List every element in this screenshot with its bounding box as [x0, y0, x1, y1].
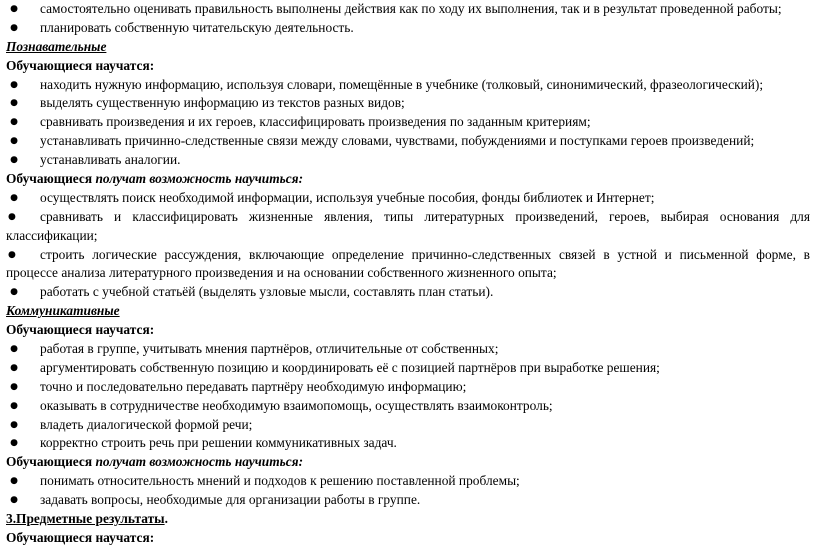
list-item — [6, 283, 810, 302]
list-item-continuation: процессе анализа литературного произведения и на основании собственного жизненного опыта; — [6, 265, 557, 281]
list-item — [6, 113, 810, 132]
list-item-text: владеть диалогической формой речи; — [40, 416, 253, 432]
list-item — [6, 132, 810, 151]
opportunity-label — [6, 170, 810, 189]
list-item — [6, 491, 810, 510]
bullet-icon: ● — [10, 400, 18, 411]
section-heading-communicative: Коммуникативные — [6, 303, 120, 319]
bullet-icon: ● — [8, 249, 16, 260]
list-item-text: самостоятельно оценивать правильность выполнены действия как по ходу их выполнения, так и в результат проведенной работы; — [40, 1, 782, 16]
will-learn-label: Обучающиеся научатся: — [6, 322, 155, 338]
subject-results-suffix: . — [164, 511, 168, 527]
list-item-text: задавать вопросы, необходимые для организации работы в группе. — [40, 492, 421, 508]
list-item — [6, 340, 810, 359]
list-item — [6, 19, 810, 38]
list-item — [6, 151, 810, 170]
list-item-text: устанавливать аналогии. — [40, 152, 181, 168]
list-item-text: устанавливать причинно-следственные связи между словами, чувствами, побуждениями и поступками героев произведений; — [40, 133, 755, 149]
list-item-text: находить нужную информацию, используя словари, помещённые в учебнике (толковый, синонимический, фразеологический); — [40, 76, 764, 92]
list-item — [6, 359, 810, 378]
bullet-icon: ● — [10, 98, 18, 109]
list-item-text: сравнивать произведения и их героев, классифицировать произведения по заданным критериям; — [40, 114, 591, 130]
bullet-icon: ● — [10, 4, 18, 14]
list-item-text: строить логические рассуждения, включающие определение причинно-следственных связей в устной и письменной форме, в — [40, 246, 810, 262]
list-item — [6, 0, 810, 19]
bullet-icon: ● — [10, 79, 18, 90]
opportunity-label — [6, 453, 810, 472]
list-item-text: работать с учебной статьёй (выделять узловые мысли, составлять план статьи). — [40, 284, 494, 300]
list-item — [6, 208, 810, 227]
list-item-text: работая в группе, учитывать мнения партнёров, отличительные от собственных; — [40, 341, 499, 357]
bullet-icon: ● — [10, 192, 18, 203]
bullet-icon: ● — [8, 211, 16, 222]
list-item-text: аргументировать собственную позицию и координировать её с позицией партнёров при выработке решения; — [40, 359, 660, 375]
list-item — [6, 472, 810, 491]
opportunity-label-rest: получат возможность научиться: — [92, 454, 304, 470]
bullet-icon: ● — [10, 287, 18, 298]
list-item — [6, 246, 810, 265]
bullet-icon: ● — [10, 344, 18, 355]
list-item-continuation: классификации; — [6, 227, 98, 243]
list-item — [6, 76, 810, 95]
bullet-icon: ● — [10, 476, 18, 487]
list-item — [6, 397, 810, 416]
section-heading-cognitive: Познавательные — [6, 38, 107, 54]
subject-results-title: 3.Предметные результаты — [6, 511, 165, 527]
will-learn-label: Обучающиеся научатся: — [6, 529, 155, 545]
bullet-icon: ● — [10, 22, 18, 33]
opportunity-label-rest: получат возможность научиться: — [92, 171, 304, 187]
list-item-text: точно и последовательно передавать партнёру необходимую информацию; — [40, 378, 467, 394]
bullet-icon: ● — [10, 419, 18, 430]
list-item — [6, 378, 810, 397]
opportunity-label-start: Обучающиеся — [6, 171, 93, 187]
list-item-text: понимать относительность мнений и подходов к решению поставленной проблемы; — [40, 473, 520, 489]
list-item — [6, 189, 810, 208]
will-learn-label: Обучающиеся научатся: — [6, 57, 155, 73]
bullet-icon: ● — [10, 362, 18, 373]
section-heading-subject-results — [6, 510, 810, 529]
list-item-text: планировать собственную читательскую деятельность. — [40, 19, 354, 35]
list-item-text: осуществлять поиск необходимой информации, используя учебные пособия, фонды библиотек и Интернет; — [40, 189, 655, 205]
bullet-icon: ● — [10, 155, 18, 166]
list-item-text: сравнивать и классифицировать жизненные явления, типы литературных произведений, героев, выбирая основания для — [40, 208, 810, 224]
list-item — [6, 434, 810, 453]
bullet-icon: ● — [10, 495, 18, 506]
bullet-icon: ● — [10, 438, 18, 449]
list-item-text: оказывать в сотрудничестве необходимую взаимопомощь, осуществлять взаимоконтроль; — [40, 397, 553, 413]
bullet-icon: ● — [10, 136, 18, 147]
opportunity-label-start: Обучающиеся — [6, 454, 93, 470]
list-item — [6, 416, 810, 435]
list-item-text: корректно строить речь при решении коммуникативных задач. — [40, 435, 397, 451]
list-item-text: выделять существенную информацию из текстов разных видов; — [40, 95, 405, 111]
list-item — [6, 94, 810, 113]
bullet-icon: ● — [10, 381, 18, 392]
bullet-icon: ● — [10, 117, 18, 128]
